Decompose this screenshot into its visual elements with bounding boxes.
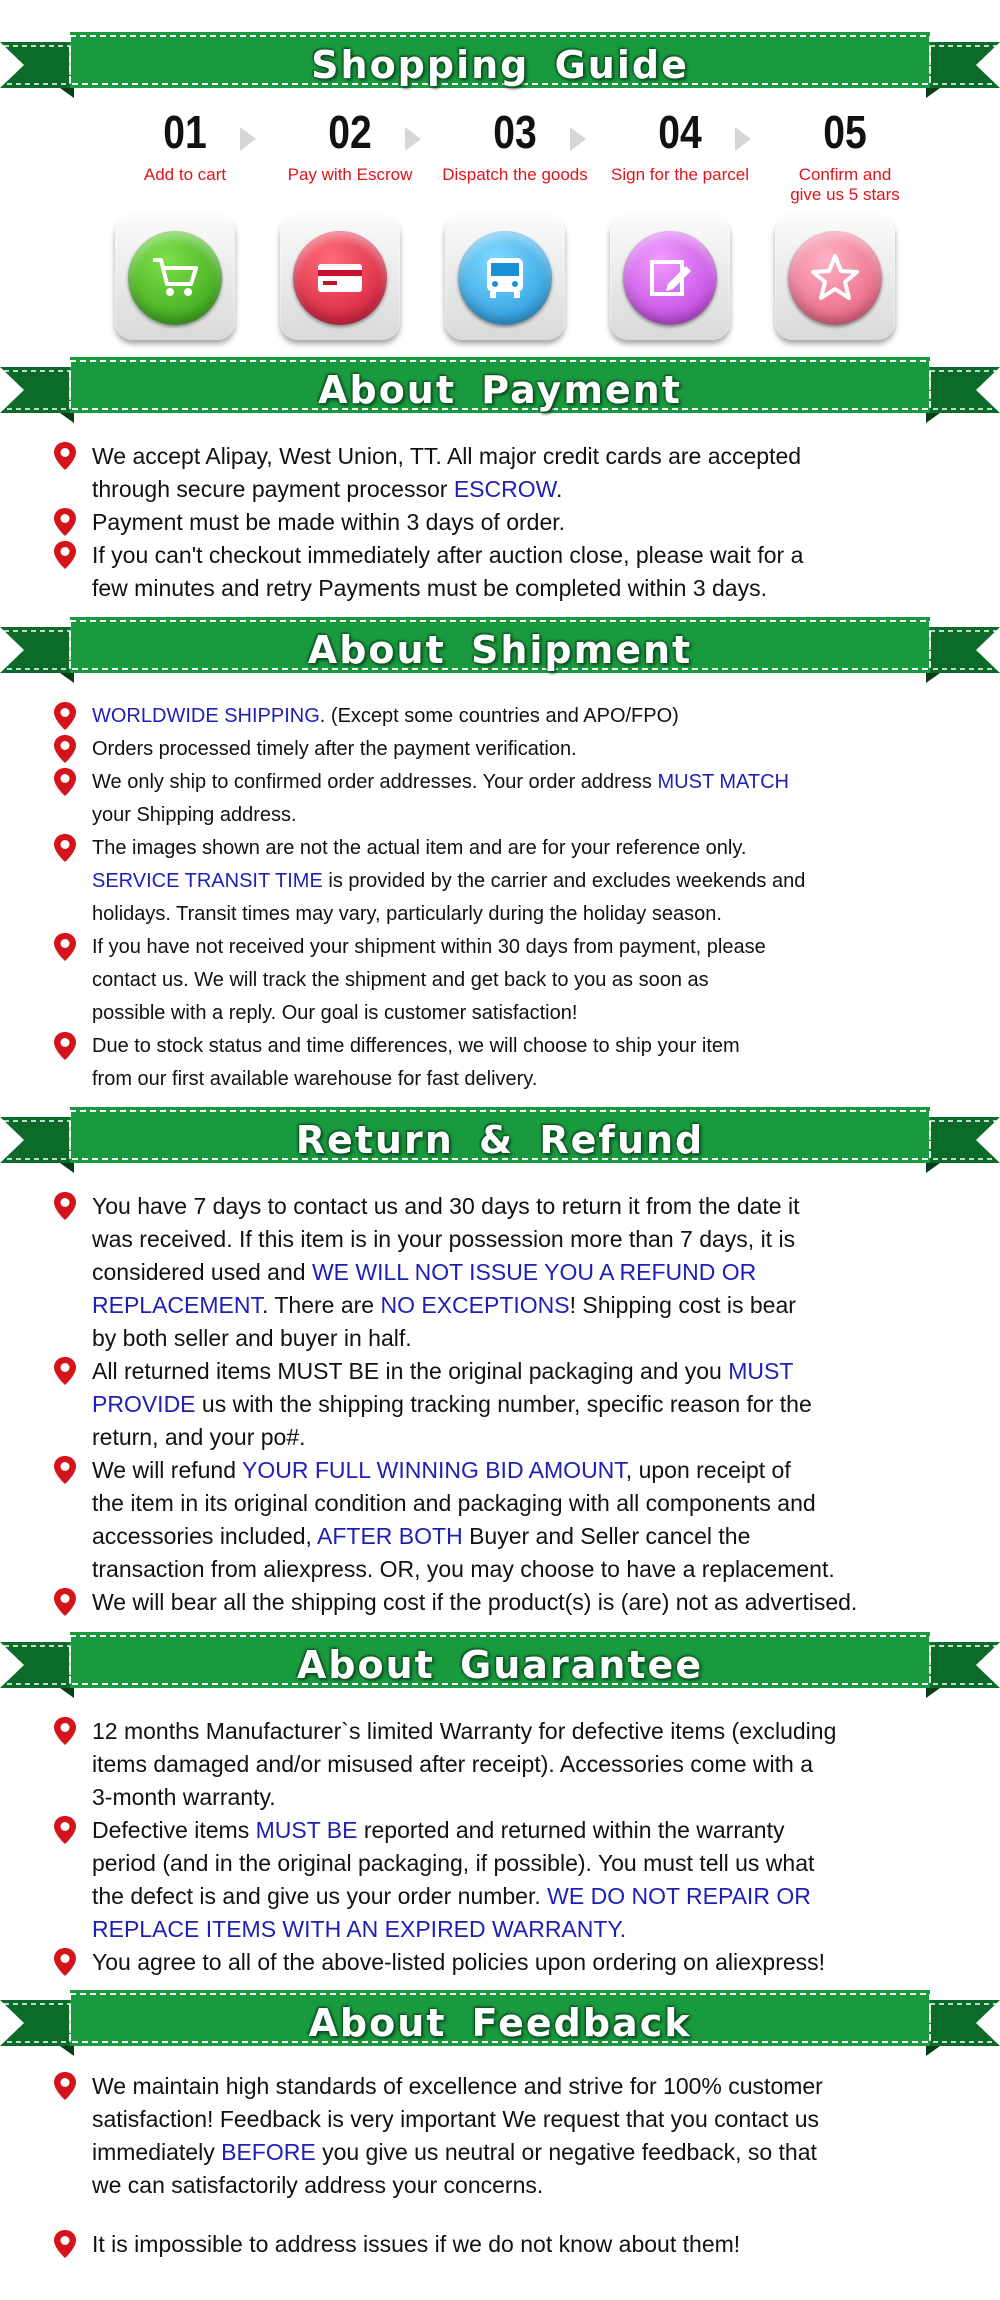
plain-text: ! Shipping cost is bear by both seller and buyer in half. — [92, 1292, 796, 1351]
feedback-list — [52, 2070, 952, 2261]
item-text — [92, 700, 952, 733]
refund-list — [52, 1190, 952, 1619]
map-pin-icon — [52, 734, 78, 764]
banner-title: About Shipment — [307, 628, 693, 672]
payment-item — [52, 539, 952, 605]
step-arrow-icon — [240, 127, 256, 151]
highlight-text: WE WILL NOT ISSUE YOU A REFUND OR REPLACEMENT — [92, 1259, 757, 1318]
plain-text: you give us neutral or negative feedback, so that we can satisfactorily address your concerns. — [92, 2139, 817, 2198]
highlight-text: YOUR FULL WINNING BID AMOUNT — [242, 1457, 626, 1483]
sign-pen-icon — [623, 231, 717, 325]
guarantee-item — [52, 1715, 952, 1814]
step-label: Dispatch the goods — [442, 165, 588, 184]
plain-text: . There are — [261, 1292, 381, 1318]
plain-text: Defective items — [92, 1817, 256, 1843]
guarantee-item — [52, 1814, 952, 1946]
plain-text: We only ship to confirmed order addresses. Your order address — [92, 771, 658, 793]
credit-card-icon-tile — [280, 215, 400, 340]
plain-text: your Shipping address. — [92, 804, 297, 826]
banner-return-refund — [0, 1105, 1000, 1175]
plain-text: We accept Alipay, West Union, TT. All major credit cards are accepted through secure payment processor — [92, 443, 802, 502]
plain-text: 12 months Manufacturer`s limited Warranty for defective items (excluding items damaged and/or misused after receipt). Accessories come with a 3-month warranty. — [92, 1718, 837, 1810]
map-pin-icon — [52, 932, 78, 962]
map-pin-icon — [52, 1587, 78, 1617]
plain-text: We will bear all the shipping cost if the product(s) is (are) not as advertised. — [92, 1589, 858, 1615]
shopping-step-icons — [110, 215, 910, 350]
item-text — [92, 1946, 952, 1979]
plain-text: It is impossible to address issues if we do not know about them! — [92, 2231, 741, 2257]
banner-about-feedback — [0, 1988, 1000, 2058]
highlight-text: BEFORE — [221, 2139, 316, 2165]
shipment-item — [52, 700, 952, 733]
banner-about-shipment — [0, 615, 1000, 685]
payment-item — [52, 506, 952, 539]
item-text — [92, 1586, 952, 1619]
shipment-item — [52, 1030, 952, 1096]
step-arrow-icon — [735, 127, 751, 151]
item-text — [92, 1030, 952, 1096]
banner-about-payment — [0, 355, 1000, 425]
plain-text: reported and returned within the warranty period (and in the original packaging, if possible). You must tell us what the defect is and give us your order number. — [92, 1817, 815, 1909]
map-pin-icon — [52, 1031, 78, 1061]
map-pin-icon — [52, 2229, 78, 2259]
map-pin-icon — [52, 540, 78, 570]
step-label: Add to cart — [143, 165, 227, 184]
refund-item — [52, 1355, 952, 1454]
shipment-item — [52, 733, 952, 766]
shopping-steps — [110, 105, 910, 205]
plain-text: . — [556, 476, 563, 502]
map-pin-icon — [52, 2071, 78, 2101]
highlight-text: WE DO NOT REPAIR OR REPLACE ITEMS WITH AN EXPIRED WARRANTY. — [92, 1883, 811, 1942]
plain-text: We maintain high standards of excellence and strive for 100% customer satisfaction! Feedback is very important We request that you contact us immediately — [92, 2073, 823, 2165]
item-text — [92, 539, 952, 605]
map-pin-icon — [52, 507, 78, 537]
shipment-item — [52, 832, 952, 931]
star-icon-tile — [775, 215, 895, 340]
highlight-text: MUST BE — [255, 1817, 358, 1843]
item-text — [92, 931, 952, 1030]
item-text — [92, 2228, 952, 2261]
item-text — [92, 1814, 952, 1946]
item-text — [92, 1190, 952, 1355]
step-number: 01 — [163, 106, 207, 158]
bus-icon-tile — [445, 215, 565, 340]
item-text — [92, 1355, 952, 1454]
item-text — [92, 766, 952, 832]
item-text — [92, 440, 952, 506]
guarantee-list — [52, 1715, 952, 1979]
bus-icon — [458, 231, 552, 325]
map-pin-icon — [52, 1455, 78, 1485]
payment-list — [52, 440, 952, 605]
sign-pen-icon-tile — [610, 215, 730, 340]
map-pin-icon — [52, 441, 78, 471]
step-label: Confirm and give us 5 stars — [790, 165, 900, 204]
banner-title: Shopping Guide — [311, 43, 689, 87]
step-number: 02 — [328, 106, 372, 158]
banner-about-guarantee — [0, 1630, 1000, 1700]
star-icon — [788, 231, 882, 325]
highlight-text: MUST PROVIDE — [92, 1358, 794, 1417]
credit-card-icon — [293, 231, 387, 325]
shipment-item — [52, 766, 952, 832]
step-number: 03 — [493, 106, 537, 158]
highlight-text: AFTER BOTH — [317, 1523, 463, 1549]
payment-item — [52, 440, 952, 506]
plain-text: Due to stock status and time differences, we will choose to ship your item from our first available warehouse for fast delivery. — [92, 1035, 740, 1090]
plain-text: . (Except some countries and APO/FPO) — [319, 705, 679, 727]
step-label: Pay with Escrow — [287, 165, 413, 184]
banner-title: About Guarantee — [296, 1643, 704, 1687]
feedback-item — [52, 2070, 952, 2202]
step-arrow-icon — [570, 127, 586, 151]
plain-text: You have 7 days to contact us and 30 days to return it from the date it was received. If this item is in your possession more than 7 days, it is considered used and — [92, 1193, 800, 1285]
map-pin-icon — [52, 767, 78, 797]
feedback-item — [52, 2228, 952, 2261]
highlight-text: NO EXCEPTIONS — [380, 1292, 570, 1318]
step-05 — [760, 105, 930, 205]
banner-shopping-guide — [0, 30, 1000, 100]
shipment-list — [52, 700, 952, 1096]
map-pin-icon — [52, 701, 78, 731]
highlight-text: MUST MATCH — [657, 771, 789, 793]
step-number: 04 — [658, 106, 702, 158]
banner-title: About Payment — [318, 368, 682, 412]
cart-icon-tile — [115, 215, 235, 340]
map-pin-icon — [52, 1356, 78, 1386]
plain-text: You agree to all of the above-listed policies upon ordering on aliexpress! — [92, 1949, 826, 1975]
plain-text: , upon receipt of the item in its original condition and packaging with all components and accessories included, — [92, 1457, 816, 1549]
plain-text: All returned items MUST BE in the original packaging and you — [92, 1358, 729, 1384]
plain-text: If you can't checkout immediately after auction close, please wait for a few minutes and retry Payments must be completed within 3 days. — [92, 542, 804, 601]
banner-title: About Feedback — [308, 2001, 692, 2045]
cart-icon — [128, 231, 222, 325]
highlight-text: ESCROW — [453, 476, 557, 502]
map-pin-icon — [52, 1191, 78, 1221]
plain-text: We will refund — [92, 1457, 242, 1483]
highlight-text: WORLDWIDE SHIPPING — [92, 705, 320, 727]
map-pin-icon — [52, 1716, 78, 1746]
step-number: 05 — [823, 106, 867, 158]
banner-title: Return & Refund — [295, 1118, 705, 1162]
plain-text: us with the shipping tracking number, specific reason for the return, and your po#. — [92, 1391, 812, 1450]
plain-text: Orders processed timely after the payment verification. — [92, 738, 577, 760]
refund-item — [52, 1586, 952, 1619]
guarantee-item — [52, 1946, 952, 1979]
map-pin-icon — [52, 833, 78, 863]
refund-item — [52, 1190, 952, 1355]
item-text — [92, 2070, 952, 2202]
item-text — [92, 1454, 952, 1586]
item-text — [92, 733, 952, 766]
step-arrow-icon — [405, 127, 421, 151]
plain-text: If you have not received your shipment within 30 days from payment, please contact us. We will track the shipment and get back to you as soon as possible with a reply. Our goal is customer satisfaction! — [92, 936, 766, 1024]
item-text — [92, 506, 952, 539]
map-pin-icon — [52, 1815, 78, 1845]
plain-text: is provided by the carrier and excludes weekends and holidays. Transit times may vary, particularly during the holiday season. — [92, 870, 806, 925]
refund-item — [52, 1454, 952, 1586]
shipment-item — [52, 931, 952, 1030]
map-pin-icon — [52, 1947, 78, 1977]
highlight-text: SERVICE TRANSIT TIME — [92, 870, 323, 892]
plain-text: Payment must be made within 3 days of order. — [92, 509, 566, 535]
step-label: Sign for the parcel — [611, 165, 749, 184]
item-text — [92, 1715, 952, 1814]
plain-text: The images shown are not the actual item and are for your reference only. — [92, 837, 747, 859]
plain-text: Buyer and Seller cancel the transaction from aliexpress. OR, you may choose to have a replacement. — [92, 1523, 835, 1582]
item-text — [92, 832, 952, 931]
